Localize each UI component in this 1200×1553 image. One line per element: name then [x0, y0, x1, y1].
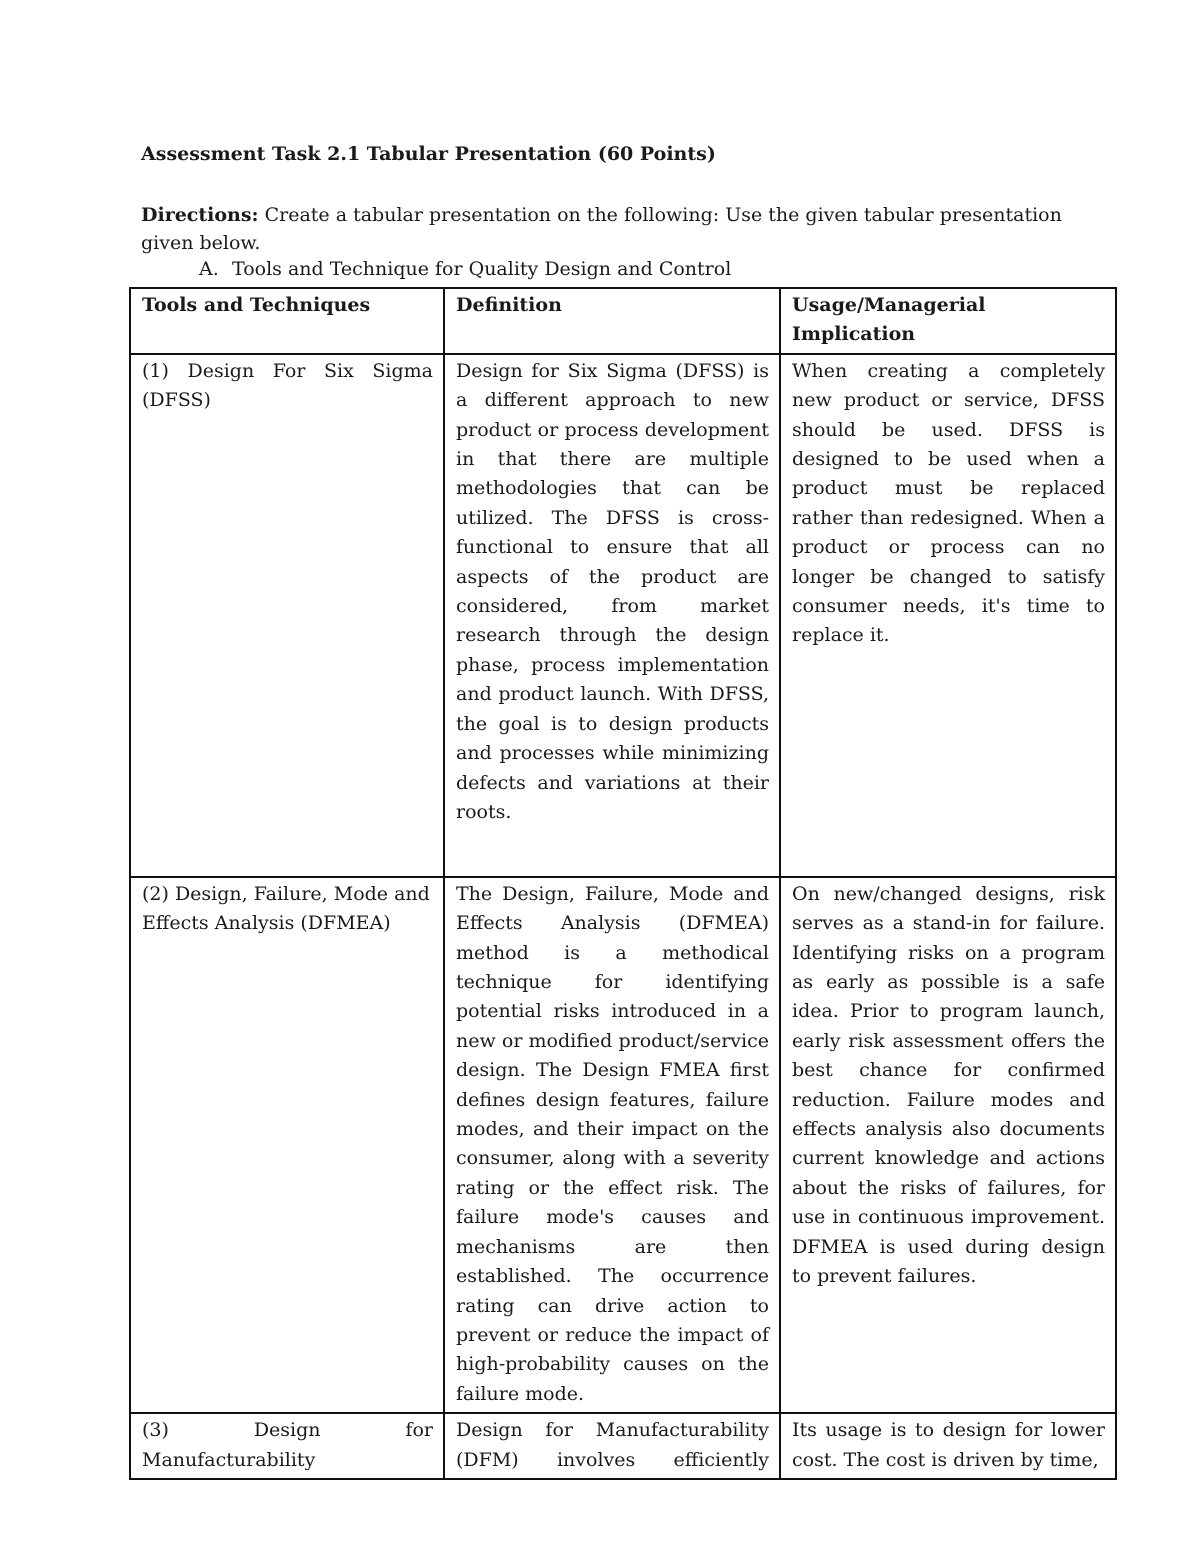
header-usage: Usage/Managerial Implication [780, 288, 1116, 354]
tools-table [129, 287, 1117, 1480]
table-header-row [130, 288, 1116, 354]
page-title: Assessment Task 2.1 Tabular Presentation (60 Points) [141, 143, 716, 165]
definition-cell: Design for Six Sigma (DFSS) is a different approach to new product or process development in that there are multiple methodologies that can be utilized. The DFSS is cross-functional to ensure that all aspects of the product are considered, from market research through the design phase, process implementation and product launch. With DFSS, the goal is to design products and processes while minimizing defects and variations at their roots. [444, 354, 780, 877]
section-heading-text: Tools and Technique for Quality Design and Control [232, 258, 732, 280]
tool-cell: (3) Design for Manufacturability [130, 1413, 444, 1479]
section-marker: A. [199, 258, 219, 280]
definition-cell: The Design, Failure, Mode and Effects Analysis (DFMEA) method is a methodical technique for identifying potential risks introduced in a new or modified product/service design. The Design FMEA first defines design features, failure modes, and their impact on the consumer, along with a severity rating or the effect risk. The failure mode's causes and mechanisms are then established. The occurrence rating can drive action to prevent or reduce the impact of high-probability causes on the failure mode. [444, 877, 780, 1413]
directions-text: Create a tabular presentation on the following: Use the given tabular presentation given below. [141, 204, 1062, 254]
definition-cell: Design for Manufacturability (DFM) involves efficiently [444, 1413, 780, 1479]
section-heading [199, 258, 731, 280]
header-tools: Tools and Techniques [130, 288, 444, 354]
usage-cell: When creating a completely new product or service, DFSS should be used. DFSS is designed to be used when a product must be replaced rather than redesigned. When a product or process can no longer be changed to satisfy consumer needs, it's time to replace it. [780, 354, 1116, 877]
tool-cell: (1) Design For Six Sigma (DFSS) [130, 354, 444, 877]
table-row [130, 877, 1116, 1413]
directions-label: Directions: [141, 204, 259, 226]
tool-cell: (2) Design, Failure, Mode and Effects Analysis (DFMEA) [130, 877, 444, 1413]
table-row [130, 354, 1116, 877]
header-definition: Definition [444, 288, 780, 354]
directions [141, 201, 1071, 257]
usage-cell: On new/changed designs, risk serves as a stand-in for failure. Identifying risks on a program as early as possible is a safe idea. Prior to program launch, early risk assessment offers the best chance for confirmed reduction. Failure modes and effects analysis also documents current knowledge and actions about the risks of failures, for use in continuous improvement. DFMEA is used during design to prevent failures. [780, 877, 1116, 1413]
table-row [130, 1413, 1116, 1479]
usage-cell: Its usage is to design for lower cost. The cost is driven by time, [780, 1413, 1116, 1479]
